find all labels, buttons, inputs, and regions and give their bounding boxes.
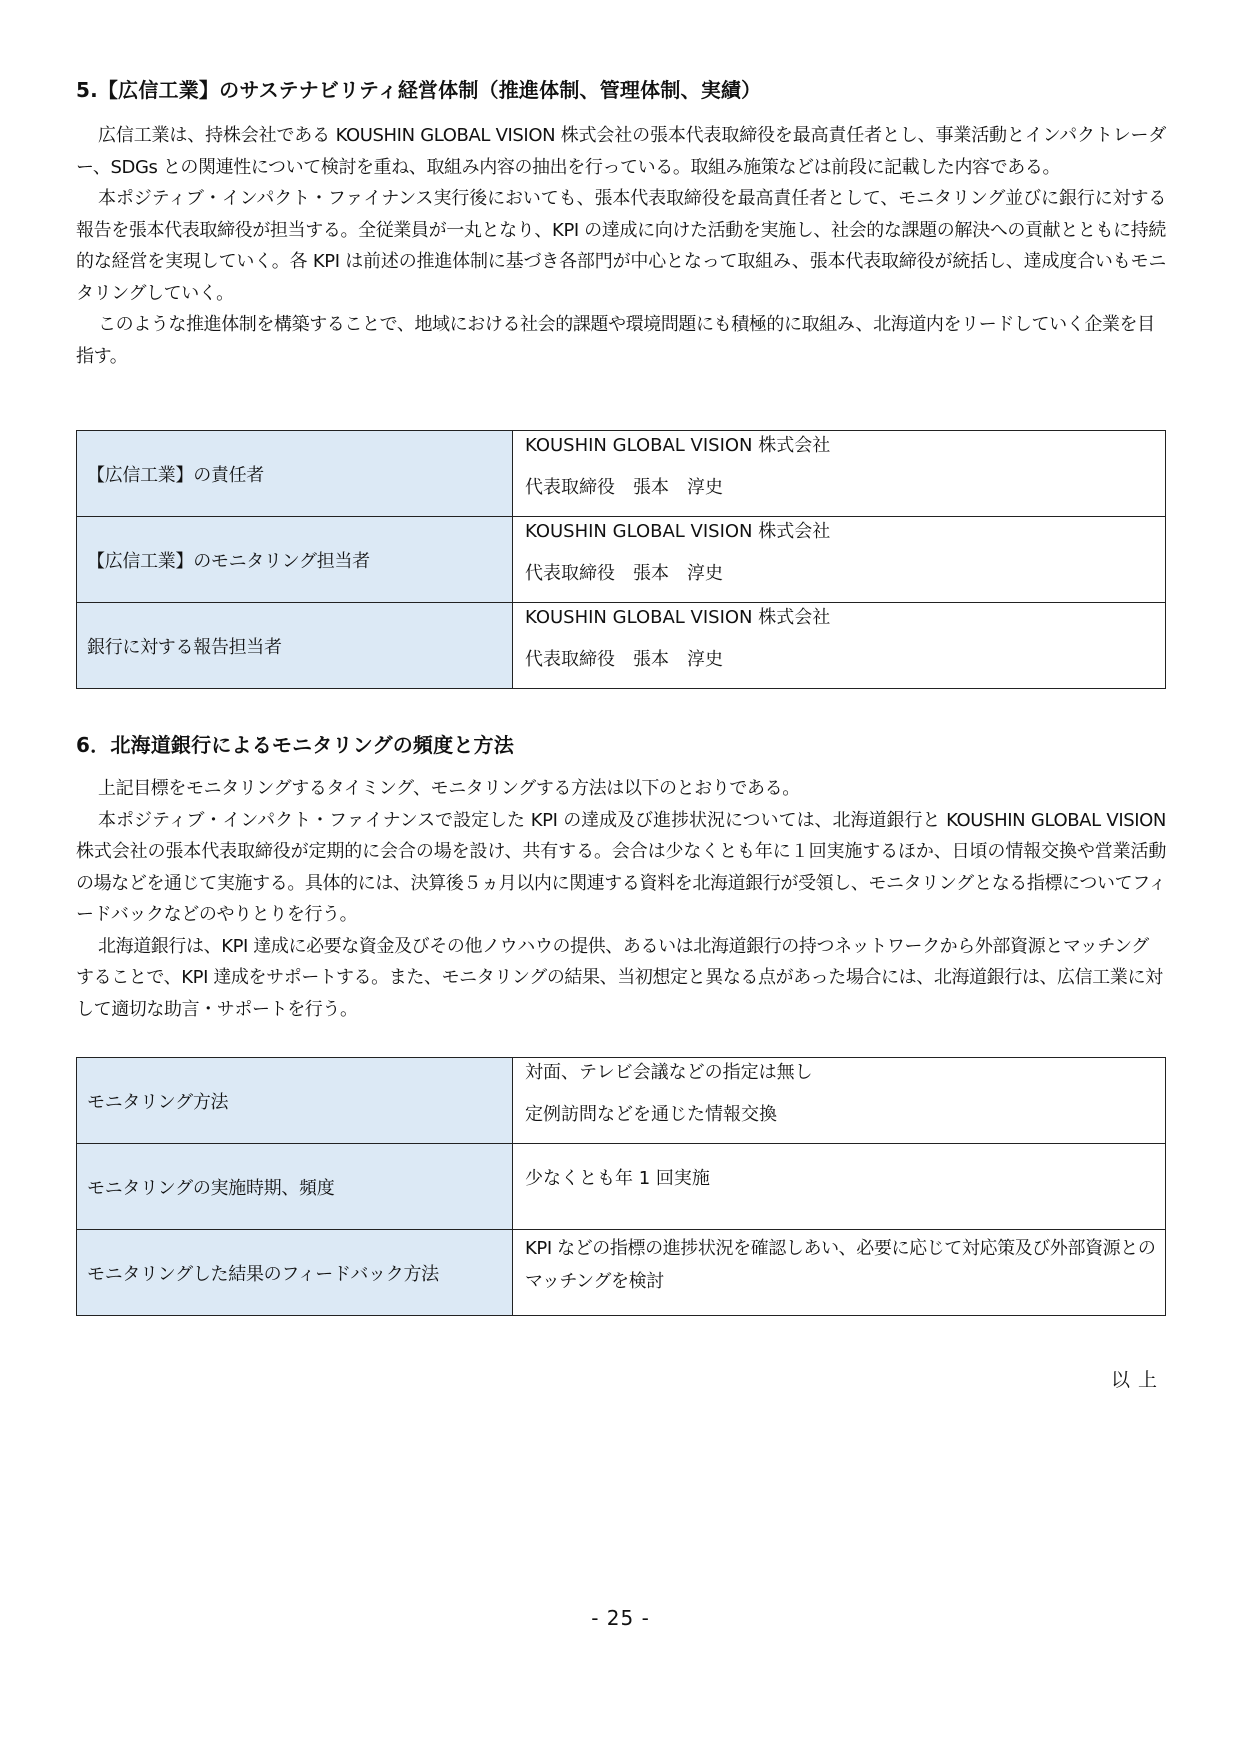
document-page bbox=[76, 70, 1166, 1316]
table-row bbox=[77, 1230, 1166, 1316]
row-value bbox=[513, 1230, 1166, 1316]
row-label: 銀行に対する報告担当者 bbox=[77, 603, 513, 689]
table-row bbox=[77, 603, 1166, 689]
table-row bbox=[77, 1144, 1166, 1230]
table-row bbox=[77, 1058, 1166, 1144]
page-number: - 25 - bbox=[591, 1606, 650, 1630]
section-5-paragraph-3: このような推進体制を構築することで、地域における社会的課題や環境問題にも積極的に取組み、北海道内をリードしていく企業を目指す。 bbox=[76, 314, 1155, 367]
row-label: モニタリングの実施時期、頻度 bbox=[77, 1144, 513, 1230]
value-line-2: 代表取締役 張本 淳史 bbox=[525, 649, 723, 670]
table-row bbox=[77, 517, 1166, 603]
value-line-1: KOUSHIN GLOBAL VISION 株式会社 bbox=[525, 435, 831, 456]
row-label: 【広信工業】の責任者 bbox=[77, 431, 513, 517]
row-value bbox=[513, 431, 1166, 517]
monitoring-table bbox=[76, 1057, 1166, 1316]
row-value bbox=[513, 1144, 1166, 1230]
table-row bbox=[77, 431, 1166, 517]
section-6-heading: 6．北海道銀行によるモニタリングの頻度と方法 bbox=[76, 733, 514, 757]
row-value bbox=[513, 1058, 1166, 1144]
value-text: 少なくとも年 1 回実施 bbox=[525, 1168, 710, 1189]
section-5-paragraph-2: 本ポジティブ・インパクト・ファイナンス実行後においても、張本代表取締役を最高責任者として、モニタリング並びに銀行に対する報告を張本代表取締役が担当する。全従業員が一丸となり、KPI の達成に向けた活動を実施し、社会的な課題の解決への貢献とともに持続的な経営を実現していく。各 KPI は前述の推進体制に基づき各部門が中心となって取組み、張本代表取締役が統括し、達成度合いもモニタリングしていく。 bbox=[76, 188, 1166, 304]
closing-mark: 以上 bbox=[1110, 1369, 1165, 1391]
row-label: 【広信工業】のモニタリング担当者 bbox=[77, 517, 513, 603]
row-value bbox=[513, 517, 1166, 603]
responsibility-table bbox=[76, 430, 1166, 689]
value-line-1: 対面、テレビ会議などの指定は無し bbox=[525, 1062, 813, 1083]
section-6-paragraph-2: 本ポジティブ・インパクト・ファイナンスで設定した KPI の達成及び進捗状況については、北海道銀行と KOUSHIN GLOBAL VISION 株式会社の張本代表取締役が定期的に会合の場を設け、共有する。会合は少なくとも年に１回実施するほか、日頃の情報交換や営業活動の場などを通じて実施する。具体的には、決算後５ヵ月以内に関連する資料を北海道銀行が受領し、モニタリングとなる指標についてフィードバックなどのやりとりを行う。 bbox=[76, 809, 1166, 925]
value-text: KPI などの指標の進捗状況を確認しあい、必要に応じて対応策及び外部資源とのマッチングを検討 bbox=[525, 1238, 1156, 1292]
row-value bbox=[513, 603, 1166, 689]
value-line-1: KOUSHIN GLOBAL VISION 株式会社 bbox=[525, 521, 831, 542]
value-line-2: 代表取締役 張本 淳史 bbox=[525, 563, 723, 584]
value-line-2: 定例訪問などを通じた情報交換 bbox=[525, 1104, 777, 1125]
section-6-paragraph-3: 北海道銀行は、KPI 達成に必要な資金及びその他ノウハウの提供、あるいは北海道銀行の持つネットワークから外部資源とマッチングすることで、KPI 達成をサポートする。また、モニタリングの結果、当初想定と異なる点があった場合には、北海道銀行は、広信工業に対して適切な助言・サポートを行う。 bbox=[76, 935, 1163, 1020]
row-label: モニタリング方法 bbox=[77, 1058, 513, 1144]
row-label: モニタリングした結果のフィードバック方法 bbox=[77, 1230, 513, 1316]
value-line-2: 代表取締役 張本 淳史 bbox=[525, 477, 723, 498]
section-5-heading: 5.【広信工業】のサステナビリティ経営体制（推進体制、管理体制、実績） bbox=[76, 78, 762, 102]
section-6-paragraph-1: 上記目標をモニタリングするタイミング、モニタリングする方法は以下のとおりである。 bbox=[98, 778, 800, 799]
value-line-1: KOUSHIN GLOBAL VISION 株式会社 bbox=[525, 607, 831, 628]
section-5-paragraph-1: 広信工業は、持株会社である KOUSHIN GLOBAL VISION 株式会社の張本代表取締役を最高責任者とし、事業活動とインパクトレーダー、SDGs との関連性について検討を重ね、取組み内容の抽出を行っている。取組み施策などは前段に記載した内容である。 bbox=[76, 125, 1166, 178]
